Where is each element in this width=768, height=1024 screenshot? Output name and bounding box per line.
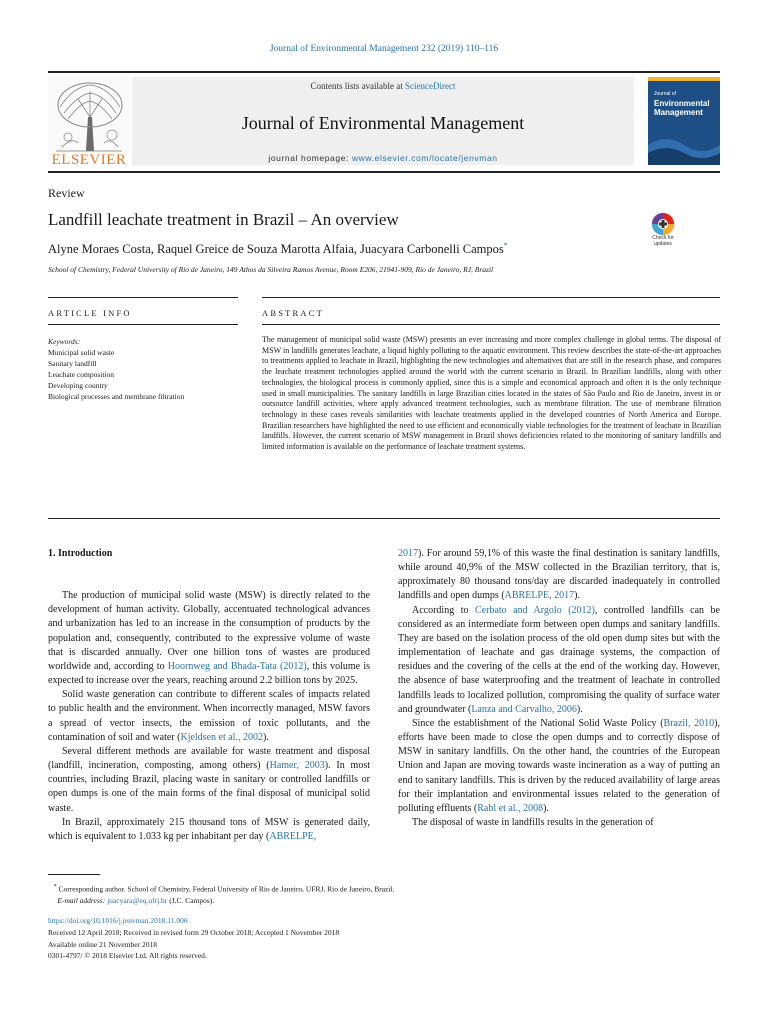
cover-wave-graphic: [648, 125, 720, 165]
citation-link[interactable]: Hamer, 2003: [269, 760, 325, 772]
article-info-heading: ARTICLE INFO: [48, 308, 132, 318]
citation-link[interactable]: Brazil, 2010: [663, 717, 715, 729]
publication-info: [48, 915, 728, 962]
citation-link[interactable]: Lanza and Carvalho, 2006: [471, 703, 577, 715]
online-date: Available online 21 November 2018: [48, 939, 157, 949]
paragraph: [398, 547, 720, 604]
footnote-mark: *: [53, 884, 57, 890]
keyword-item: Leachate composition: [48, 370, 115, 379]
affiliation: School of Chemistry, Federal University of Rio de Janeiro, 149 Athos da Silveira Ramos Avenue, Room E206, 21941-909, Rio de Janeiro, RJ, Brazil: [48, 265, 494, 274]
abstract-mid-rule: [262, 324, 720, 325]
paragraph: [48, 688, 370, 745]
text-run: ). In most countries, including Brazil, placing waste in sanitary or controlled landfills or open dumps is one of the main forms of the final disposal of municipal solid waste.: [48, 760, 370, 814]
article-title: Landfill leachate treatment in Brazil – An overview: [48, 210, 399, 229]
keywords-label: Keywords:: [48, 337, 81, 346]
paragraph: [48, 589, 370, 688]
cover-title: Environmental Management: [654, 99, 710, 117]
corresponding-author-note: [48, 882, 728, 895]
paragraph: [48, 745, 370, 816]
keyword-item: Biological processes and membrane filtration: [48, 392, 185, 401]
body-right-column: [398, 547, 720, 830]
contents-prefix: Contents lists available at: [310, 81, 405, 91]
text-run: The production of municipal solid waste (MSW) is directly related to the development of human activity. Globally, accentuated technological advances and urbanization has led to an increase in the consumption of products by the population and, consequently, contributed to the expressive volume of waste that is discarded annually. Over one billion tons of wastes are produced worldwide and, according to: [48, 590, 370, 672]
abstract-text: The management of municipal solid waste (MSW) presents an ever increasing and more complex challenge in global terms. The disposal of MSW in landfills generates leachate, a liquid highly polluting to the aquatic environment. This review describes the state-of-the-art approaches to treatments applied to leachate in Brazil, highlighting the new technologies and alternatives that are still in the research phase, and compares the leachate treatment technologies applied around the world with the current scenario in Brazil. In Brazilian landfills, along with other technologies, the biological process is commonly applied, since this is a simple and economical approach and often it is the only technique used in small municipalities. The sanitary landfills in large Brazilian cities located in the states of São Paulo and Rio de Janeiro, invest in or outsource landfill activities, where apply advanced treatment technologies, such as membrane filtration. The use of membrane filtration technology in these cases reveals similarities with leachate treatments applied in the developed countries of North America and Europe. Brazilian researchers have highlighted the need to use efficient and economically viable technologies for the treatment of leachate in Brazilian landfills. However, the current scenario of MSW management in Brazil shows deficiencies related to the monitoring of sanitary landfills and limited information is available on the performance of leachate treatment systems.: [262, 335, 721, 452]
section-heading-introduction: 1. Introduction: [48, 548, 113, 559]
paragraph: [398, 717, 720, 816]
email-suffix: (J.C. Campos).: [169, 895, 215, 905]
author-names: Alyne Moraes Costa, Raquel Greice de Souza Marotta Alfaia, Juacyara Carbonelli Campos: [48, 242, 504, 257]
text-run: ).: [574, 590, 580, 602]
contents-line: [132, 81, 634, 91]
citation-link[interactable]: Cerbato and Argolo (2012): [475, 604, 595, 616]
keyword-item: Sanitary landfill: [48, 359, 97, 368]
author-list: [48, 241, 508, 257]
citation-link[interactable]: Hoornweg and Bhada-Tata (2012): [167, 660, 307, 672]
text-run: ).: [543, 802, 549, 814]
doi-link[interactable]: https://doi.org/10.1016/j.jenvman.2018.11.006: [48, 916, 188, 925]
keyword-item: Developing country: [48, 381, 108, 390]
copyright: 0301-4797/ © 2018 Elsevier Ltd. All rights reserved.: [48, 951, 207, 961]
text-run: Solid waste generation can contribute to different scales of impacts related to public health and the environment. When incorrectly managed, MSW favors a spread of vector insects, the emission of toxic pollutants, and the contamination of soil and water (: [48, 689, 370, 743]
paragraph: [398, 604, 720, 717]
article-info-top-rule: [48, 297, 238, 298]
homepage-link[interactable]: www.elsevier.com/locate/jenvman: [351, 153, 498, 163]
citation-link[interactable]: Rabl et al., 2008: [477, 802, 544, 814]
email-line: [48, 895, 728, 906]
text-run: , this volume is expected to increase over the years, reaching around 2.2 billion tons by 2025.: [48, 660, 370, 687]
text-run: According to: [412, 604, 475, 616]
keyword-item: Municipal solid waste: [48, 348, 115, 357]
citation-link[interactable]: ABRELPE, 2017: [504, 590, 575, 602]
journal-citation-link[interactable]: Journal of Environmental Management 232 (2019) 110–116: [269, 44, 499, 54]
citation-link[interactable]: 2017: [398, 548, 418, 559]
text-run: In Brazil, approximately 215 thousand tons of MSW is generated daily, which is equivalent to 1.033 kg per inhabitant per day (: [48, 816, 370, 842]
text-run: , controlled landfills can be considered as an intermediate form between open dumps and sanitary landfills. They are based on the isolation process of the old open dump sites but with the implementation of leachate and gas drainage systems, the compaction of residues and the covering of the cells at the end of the working day. However, the absence of base waterproofing and the treatment of leachate in controlled landfills leads to localized pollution, compromising the quality of surface water and groundwater (: [398, 604, 720, 715]
homepage-prefix: journal homepage:: [268, 153, 352, 163]
footnote: [48, 882, 728, 906]
corresponding-author-mark[interactable]: *: [503, 241, 508, 250]
homepage-line: [132, 153, 634, 163]
abstract-top-rule: [262, 297, 720, 298]
paragraph: The disposal of waste in landfills results in the generation of: [412, 816, 654, 828]
abstract-heading: ABSTRACT: [262, 308, 324, 318]
abstract-bottom-rule: [48, 518, 720, 519]
body-left-column: [48, 547, 370, 844]
footnote-text: Corresponding author. School of Chemistry, Federal University of Rio de Janeiro, UFRJ, Rio de Janeiro, Brazil.: [58, 884, 395, 894]
text-run: ), efforts have been made to close the open dumps and to correctly dispose of MSW in sanitary landfills. On the other hand, the countries of the European Union and Japan are moving towards waste incineration as a way of putting an end to sanitary landfills. This is driven by the reduced availability of large areas for their implantation and environmental issues related to the generation of polluting effluents (: [398, 717, 720, 814]
paragraph: [48, 816, 370, 844]
citation-link[interactable]: Kjeldsen et al., 2002: [180, 731, 263, 743]
sciencedirect-link[interactable]: ScienceDirect: [405, 81, 456, 91]
article-info-mid-rule: [48, 324, 238, 325]
cover-stripe: [648, 77, 720, 81]
text-run: Several different methods are available for waste treatment and disposal (landfill, incineration, composting, among others) (: [48, 745, 370, 772]
email-label: E-mail address:: [57, 895, 106, 905]
journal-cover-image: [648, 77, 720, 165]
keywords-block: [48, 336, 238, 402]
journal-masthead: [48, 71, 720, 173]
text-run: ). For around 59,1% of this waste the final destination is sanitary landfills, while around 40,9% of the MSW collected in the Brazilian territory, that is, approximately 80 thousand tons/day are discarded inadequately in controlled landfills and open dumps (: [398, 548, 720, 602]
publisher-name: ELSEVIER: [51, 152, 127, 168]
text-run: Since the establishment of the National Solid Waste Policy (: [412, 717, 664, 729]
text-run: ).: [262, 731, 269, 743]
received-dates: Received 12 April 2018; Received in revised form 29 October 2018; Accepted 1 November 2018: [48, 927, 340, 937]
journal-title: Journal of Environmental Management: [241, 113, 525, 133]
footnote-rule: [48, 874, 100, 875]
cover-small-text: Journal of: [654, 91, 676, 97]
citation-link[interactable]: ABRELPE,: [269, 830, 317, 842]
crossmark-label[interactable]: Check for updates: [652, 235, 674, 247]
section-type: Review: [48, 186, 85, 200]
journal-info-box: [132, 77, 634, 165]
email-link[interactable]: juacyara@eq.ufrj.br: [107, 895, 168, 905]
text-run: ).: [576, 703, 583, 715]
